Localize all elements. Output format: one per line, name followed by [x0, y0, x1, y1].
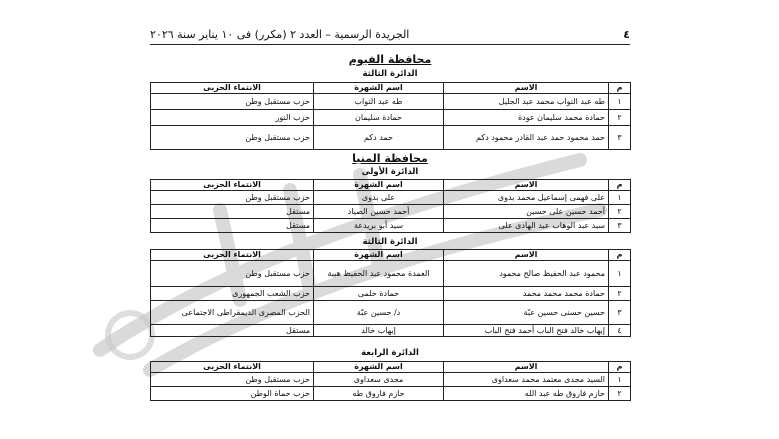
table-row [151, 191, 631, 205]
row-num: ٢ [609, 205, 631, 219]
page-number: ٤ [623, 27, 630, 41]
table-row [151, 373, 631, 387]
row-num: ٣ [609, 126, 631, 150]
row-fame: حازم فاروق طه [314, 387, 444, 401]
col-name-header: الاسم [444, 180, 609, 191]
col-fame-header: اسم الشهرة [314, 250, 444, 261]
row-party: الحزب المصرى الديمقراطى الاجتماعى [151, 301, 314, 325]
col-fame-header: اسم الشهرة [314, 83, 444, 94]
table-row [151, 219, 631, 233]
candidates-table [150, 179, 631, 233]
row-party: حزب النور [151, 110, 314, 126]
row-name: حازم فاروق طه عبد الله [444, 387, 609, 401]
col-fame-header: اسم الشهرة [314, 362, 444, 373]
district-title: الدائرة الثالثة [362, 69, 418, 79]
district-title: الدائرة الثالثة [362, 237, 418, 247]
col-name-header: الاسم [444, 250, 609, 261]
table-row [151, 126, 631, 150]
row-num: ١ [609, 373, 631, 387]
row-num: ١ [609, 191, 631, 205]
col-party-header: الانتماء الحزبى [151, 180, 314, 191]
row-num: ٢ [609, 387, 631, 401]
table-row [151, 110, 631, 126]
gazette-title: الجريدة الرسمية – العدد ٢ (مكرر) فى ١٠ يناير سنة ٢٠٢٦ [150, 27, 410, 41]
row-name: سيد عبد الوهاب عبد الهادى على [444, 219, 609, 233]
row-fame: حمادة سليمان [314, 110, 444, 126]
row-name: السيد مجدى معتمد محمد سعداوى [444, 373, 609, 387]
col-party-header: الانتماء الحزبى [151, 83, 314, 94]
row-num: ٢ [609, 110, 631, 126]
row-name: إيهاب خالد فتح الباب أحمد فتح الباب [444, 325, 609, 337]
row-num: ٢ [609, 287, 631, 301]
row-party: حزب مستقبل وطن [151, 94, 314, 110]
candidates-table [150, 249, 631, 337]
table-row [151, 94, 631, 110]
col-name-header: الاسم [444, 83, 609, 94]
col-name-header: الاسم [444, 362, 609, 373]
row-num: ٣ [609, 219, 631, 233]
col-num-header: م [609, 362, 631, 373]
row-party: حزب الشعب الجمهورى [151, 287, 314, 301]
table-row [151, 325, 631, 337]
col-num-header: م [609, 250, 631, 261]
row-fame: العمدة محمود عبد الحفيظ هيبة [314, 261, 444, 287]
row-name: حسين حسنى حسين عبّة [444, 301, 609, 325]
row-name: حمد محمود حمد عبد القادر محمود دكم [444, 126, 609, 150]
row-fame: حمادة حلمى [314, 287, 444, 301]
row-num: ١ [609, 94, 631, 110]
governorate-title: محافظة الفيوم [348, 53, 432, 66]
row-party: حزب مستقبل وطن [151, 191, 314, 205]
table-row [151, 301, 631, 325]
row-party: حزب مستقبل وطن [151, 126, 314, 150]
page-header [150, 24, 630, 45]
row-name: حمادة محمد محمد محمد [444, 287, 609, 301]
row-fame: على بدوى [314, 191, 444, 205]
row-party: مستقل [151, 325, 314, 337]
row-name: أحمد حسين على حسين [444, 205, 609, 219]
row-party: حزب حماة الوطن [151, 387, 314, 401]
district-title: الدائرة الرابعة [361, 348, 419, 358]
row-fame: سيد أبو بريدعة [314, 219, 444, 233]
row-name: على فهمى إسماعيل محمد بدوى [444, 191, 609, 205]
row-name: طه عبد التواب محمد عبد الجليل [444, 94, 609, 110]
governorate-title: محافظة المنيا [352, 152, 428, 165]
district-title: الدائرة الأولى [361, 167, 419, 177]
row-name: حمادة محمد سليمان عودة [444, 110, 609, 126]
col-num-header: م [609, 83, 631, 94]
col-party-header: الانتماء الحزبى [151, 362, 314, 373]
row-fame: حمد دكم [314, 126, 444, 150]
row-party: مستقل [151, 219, 314, 233]
row-fame: طه عبد التواب [314, 94, 444, 110]
table-row [151, 387, 631, 401]
col-num-header: م [609, 180, 631, 191]
row-fame: مجدى سعداوى [314, 373, 444, 387]
candidates-table [150, 361, 631, 401]
table-row [151, 205, 631, 219]
col-fame-header: اسم الشهرة [314, 180, 444, 191]
row-fame: د/ حسين عبّة [314, 301, 444, 325]
row-party: حزب مستقبل وطن [151, 261, 314, 287]
candidates-table [150, 82, 631, 150]
row-num: ٤ [609, 325, 631, 337]
row-num: ١ [609, 261, 631, 287]
col-party-header: الانتماء الحزبى [151, 250, 314, 261]
row-fame: إيهاب خالد [314, 325, 444, 337]
table-row [151, 287, 631, 301]
table-row [151, 261, 631, 287]
row-party: مستقل [151, 205, 314, 219]
row-party: حزب مستقبل وطن [151, 373, 314, 387]
row-fame: أحمد حسين الصياد [314, 205, 444, 219]
row-name: محمود عبد الحفيظ صالح محمود [444, 261, 609, 287]
row-num: ٣ [609, 301, 631, 325]
